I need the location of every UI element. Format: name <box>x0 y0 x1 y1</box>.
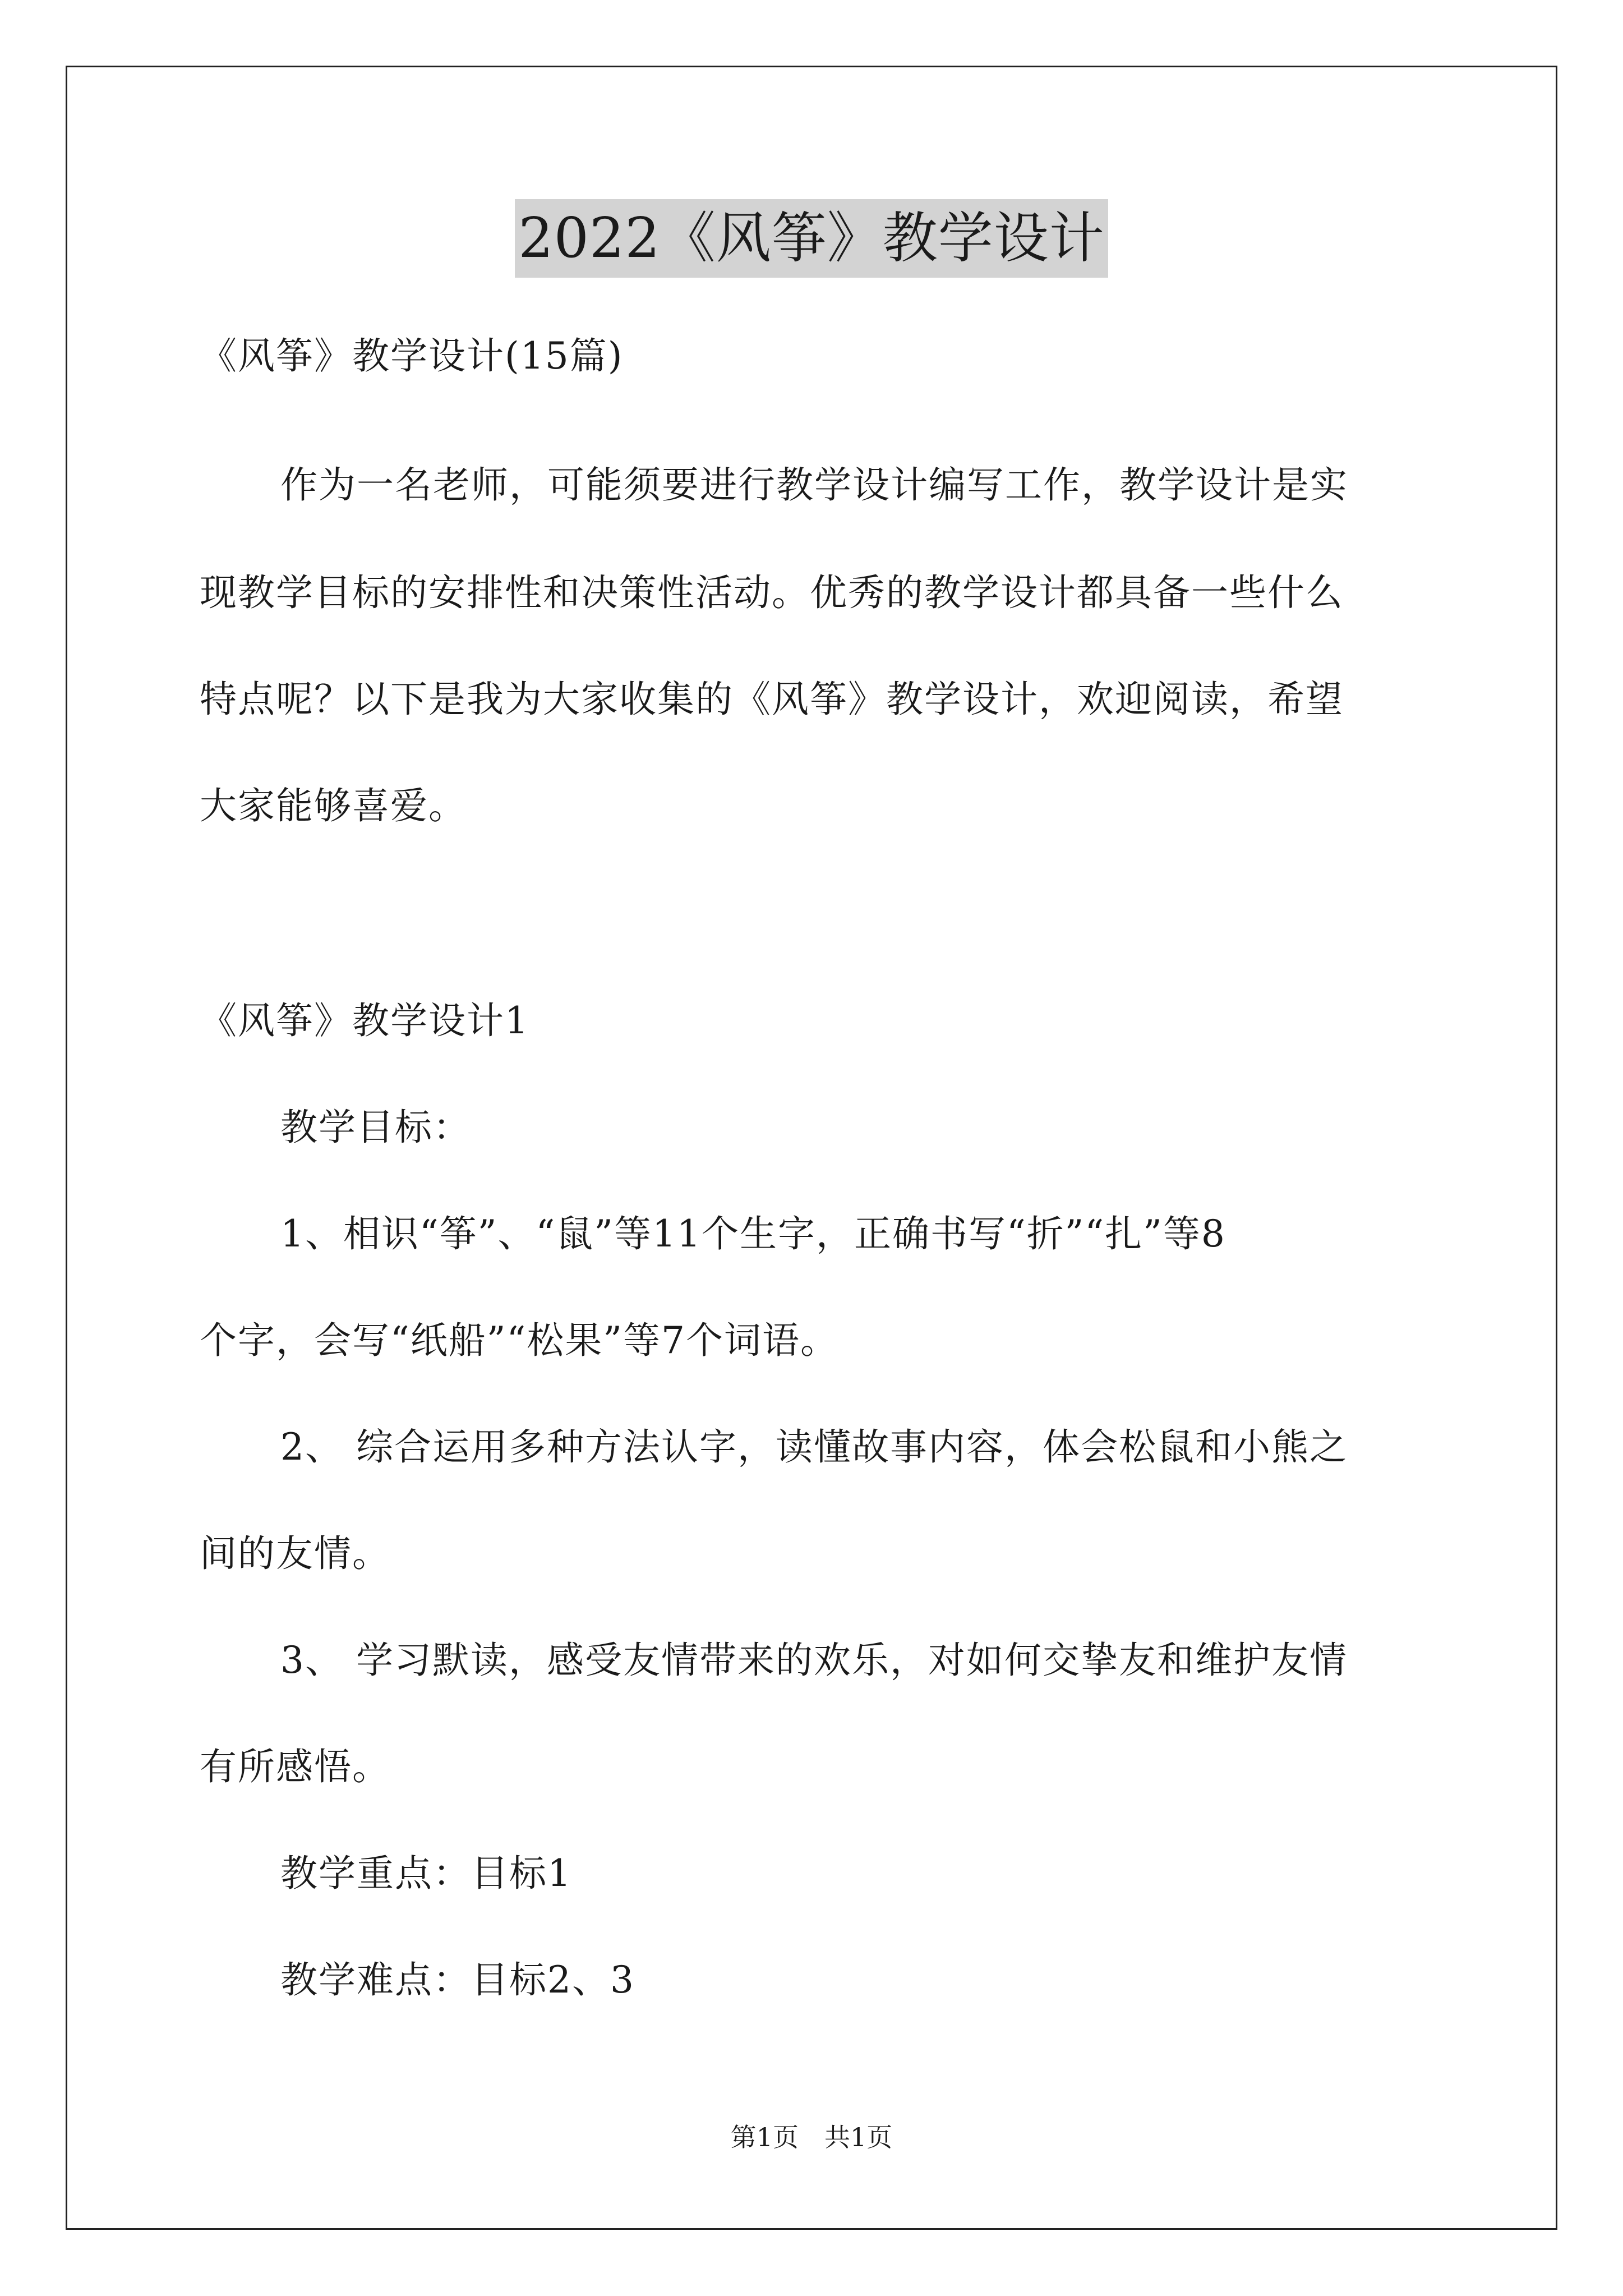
intro-line-2: 现教学目标的安排性和决策性活动。优秀的教学设计都具备一些什么 <box>200 571 1344 614</box>
goal-1-line-2: 个字，会写“纸船”“松果”等7个词语。 <box>200 1319 838 1362</box>
document-title: 2022《风筝》教学设计 <box>515 199 1108 278</box>
title-container <box>0 199 1623 278</box>
goal-2-line-1: 2、 综合运用多种方法认字，读懂故事内容，体会松鼠和小熊之 <box>280 1425 1348 1469</box>
page-footer: 第1页 共1页 <box>730 2122 893 2152</box>
goal-1-line-1: 1、相识“筝”、“鼠”等11个生字，正确书写“折”“扎”等8 <box>280 1212 1226 1255</box>
intro-line-3: 特点呢？以下是我为大家收集的《风筝》教学设计，欢迎阅读，希望 <box>200 678 1344 721</box>
intro-line-4: 大家能够喜爱。 <box>200 784 467 827</box>
key-point: 教学重点：目标1 <box>280 1852 572 1895</box>
document-subtitle: 《风筝》教学设计(15篇) <box>200 334 624 378</box>
goal-3-line-1: 3、 学习默读，感受友情带来的欢乐，对如何交挚友和维护友情 <box>280 1639 1348 1682</box>
goal-2-line-2: 间的友情。 <box>200 1532 390 1575</box>
goal-3-line-2: 有所感悟。 <box>200 1745 390 1788</box>
difficulty-point: 教学难点：目标2、3 <box>280 1958 635 2001</box>
section-heading: 《风筝》教学设计1 <box>200 999 529 1042</box>
intro-line-1: 作为一名老师，可能须要进行教学设计编写工作，教学设计是实 <box>280 463 1348 507</box>
goals-label: 教学目标： <box>280 1106 471 1149</box>
